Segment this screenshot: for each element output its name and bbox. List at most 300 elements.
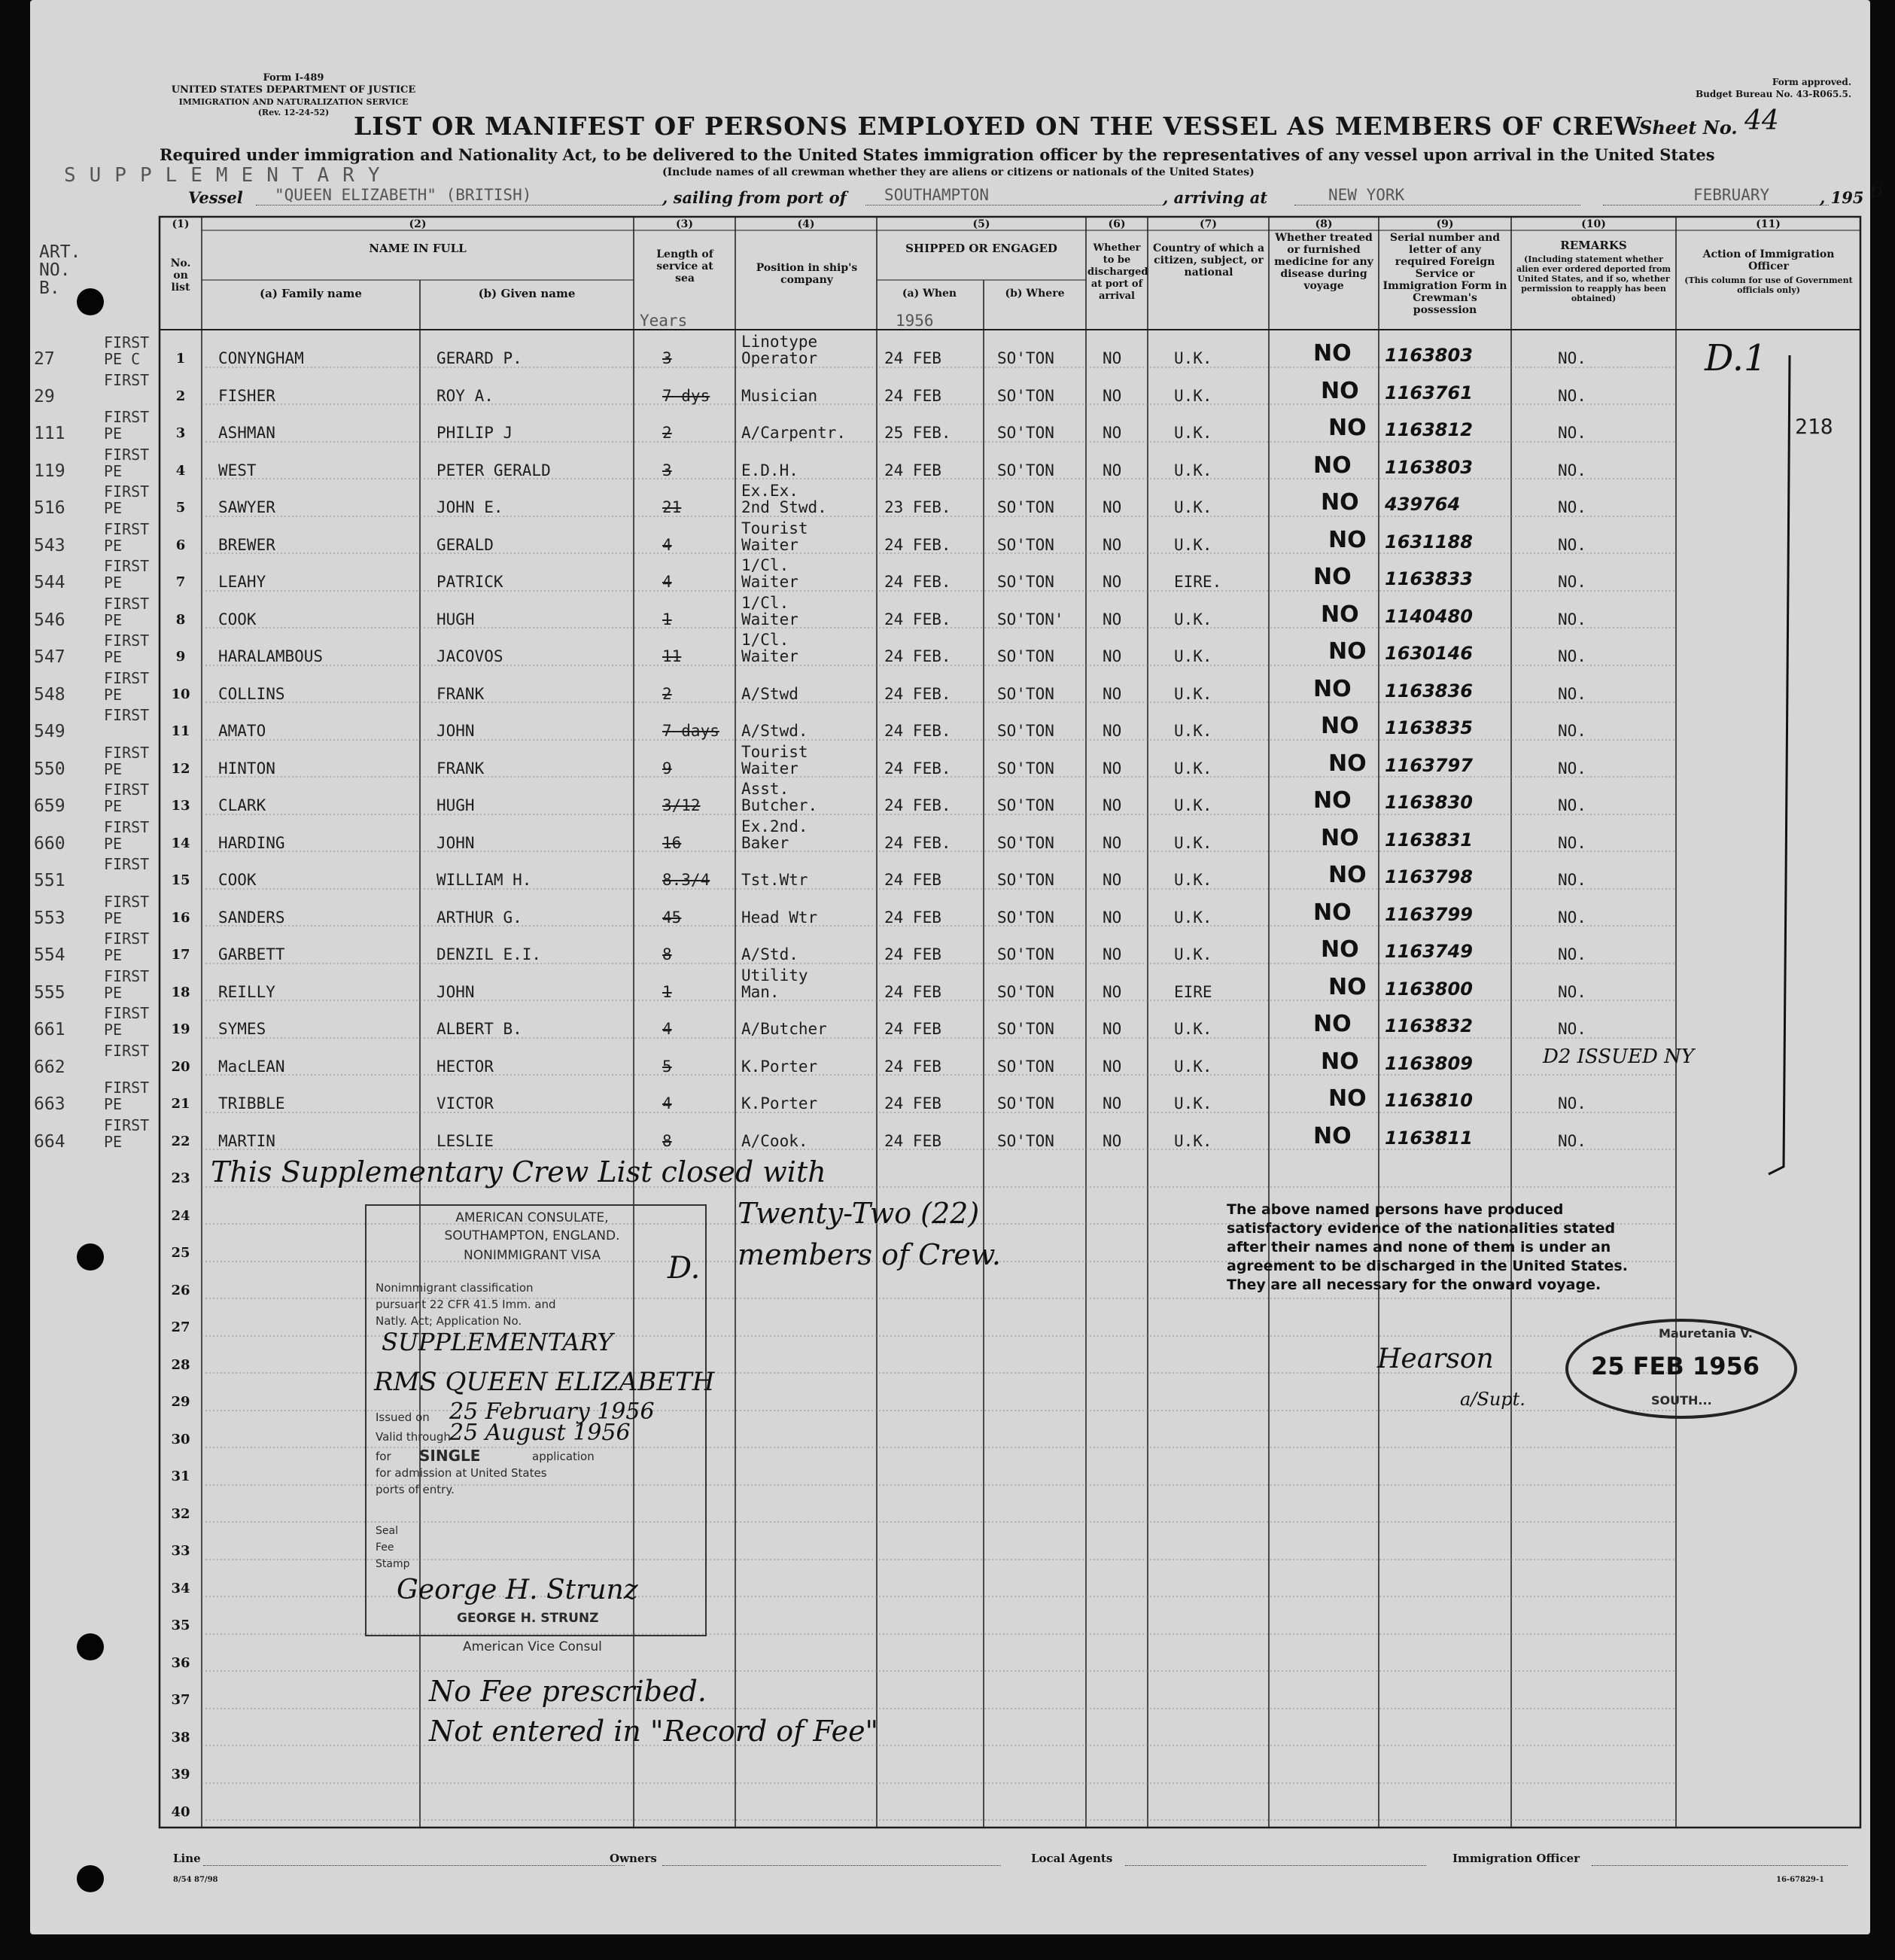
date-stamp-date: 25 FEB 1956 xyxy=(1591,1352,1760,1380)
country: U.K. xyxy=(1174,722,1212,740)
footer-line-underline xyxy=(203,1865,625,1866)
visa-applications: application xyxy=(532,1450,595,1463)
treated-mark: NO xyxy=(1328,526,1367,553)
row-number: 3 xyxy=(175,425,186,441)
serial-number: 1163831 xyxy=(1385,829,1473,851)
header-when: (a) When xyxy=(902,288,957,300)
treated-mark: NO xyxy=(1321,713,1359,739)
revision: (Rev. 12-24-52) xyxy=(257,108,330,117)
treated-mark: NO xyxy=(1321,936,1359,963)
form-note: (Include names of all crewman whether they are aliens or citizens or nationals of the United States) xyxy=(662,166,1255,178)
discharged: NO xyxy=(1103,498,1122,516)
shipped-when: 24 FEB xyxy=(884,1057,941,1076)
art-b-label: B. xyxy=(39,278,60,298)
art-number: 111 xyxy=(34,424,65,443)
remarks: NO. xyxy=(1558,647,1586,665)
art-number: 553 xyxy=(34,908,65,928)
discharged: NO xyxy=(1103,461,1122,479)
footer-agents-underline xyxy=(1125,1865,1426,1866)
shipped-where: SO'TON' xyxy=(997,610,1064,628)
given-name: GERARD P. xyxy=(436,349,522,367)
given-name: VICTOR xyxy=(436,1094,494,1112)
country: U.K. xyxy=(1174,833,1212,852)
art-no-label: NO. xyxy=(39,260,71,280)
position-line1: Ex.2nd. xyxy=(741,817,808,835)
treated-mark: NO xyxy=(1313,675,1352,702)
row-number: 6 xyxy=(175,537,186,553)
manifest-page xyxy=(30,0,1884,1934)
given-name: PETER GERALD xyxy=(436,461,551,479)
shipped-where: SO'TON xyxy=(997,535,1054,554)
row-number: 13 xyxy=(171,798,190,814)
art-number: 549 xyxy=(34,722,65,741)
given-name: DENZIL E.I. xyxy=(436,945,542,963)
form-title: LIST OR MANIFEST OF PERSONS EMPLOYED ON THE VESSEL AS MEMBERS OF CREW xyxy=(354,111,1643,141)
position: A/Std. xyxy=(741,945,798,963)
treated-mark: NO xyxy=(1313,1122,1352,1149)
position: 2nd Stwd. xyxy=(741,498,827,516)
length-of-service: 5 xyxy=(662,1057,672,1076)
discharged: NO xyxy=(1103,833,1122,852)
length-of-service: 3 xyxy=(662,461,672,479)
row-number: 33 xyxy=(171,1543,190,1559)
family-name: HINTON xyxy=(218,759,275,778)
closing-note-line1: This Supplementary Crew List closed with xyxy=(211,1155,826,1188)
length-of-service: 4 xyxy=(662,1020,672,1038)
visa-fee: Fee xyxy=(376,1542,394,1554)
row-number: 2 xyxy=(175,388,186,404)
art-number: 555 xyxy=(34,982,65,1003)
remarks: NO. xyxy=(1558,386,1586,405)
art-number: 661 xyxy=(34,1020,65,1039)
remarks: NO. xyxy=(1558,424,1586,442)
row-number: 31 xyxy=(171,1468,190,1484)
footer-agents: Local Agents xyxy=(1031,1852,1113,1865)
discharged: NO xyxy=(1103,871,1122,889)
shipped-when: 24 FEB xyxy=(884,1131,941,1150)
form-approved: Form approved. xyxy=(1772,77,1851,87)
given-name: GERALD xyxy=(436,535,494,554)
arrival-month: FEBRUARY xyxy=(1693,186,1770,204)
remarks: NO. xyxy=(1558,498,1586,516)
treated-mark: NO xyxy=(1328,1085,1367,1112)
given-name: ARTHUR G. xyxy=(436,908,522,927)
row-number: 15 xyxy=(171,872,190,888)
family-name: CLARK xyxy=(218,796,266,814)
treated-mark: NO xyxy=(1321,824,1359,851)
shipped-when: 24 FEB. xyxy=(884,833,951,852)
row-number: 28 xyxy=(171,1356,190,1373)
year-1956-label: 1956 xyxy=(896,312,934,330)
visa-issued-label: Issued on xyxy=(376,1411,430,1424)
position-line1: 1/Cl. xyxy=(741,556,789,574)
given-name: WILLIAM H. xyxy=(436,871,532,889)
length-of-service: 16 xyxy=(662,833,682,852)
position: A/Cook. xyxy=(741,1131,808,1150)
length-of-service: 4 xyxy=(662,535,672,554)
col-num-8: (8) xyxy=(1315,218,1333,230)
group-label: FIRST PE xyxy=(104,445,150,480)
treated-mark: NO xyxy=(1321,377,1359,404)
port-name: SOUTHAMPTON xyxy=(884,186,990,204)
art-number: 544 xyxy=(34,573,65,592)
shipped-where: SO'TON xyxy=(997,424,1054,442)
position: Waiter xyxy=(741,573,798,591)
remarks: NO. xyxy=(1558,908,1586,927)
remarks: NO. xyxy=(1558,722,1586,740)
row-number: 20 xyxy=(171,1058,190,1075)
group-label: FIRST PE xyxy=(104,1115,150,1151)
visa-handwritten2: RMS QUEEN ELIZABETH xyxy=(374,1367,715,1397)
given-name: ROY A. xyxy=(436,386,494,405)
position: Butcher. xyxy=(741,796,818,814)
family-name: HARDING xyxy=(218,833,285,852)
shipped-when: 24 FEB. xyxy=(884,535,951,554)
given-name: JOHN xyxy=(436,833,475,852)
fee-note-line2: Not entered in "Record of Fee" xyxy=(429,1715,879,1748)
visa-line1: AMERICAN CONSULATE, xyxy=(455,1210,609,1225)
length-of-service: 8 xyxy=(662,945,672,963)
group-label: FIRST PE xyxy=(104,930,150,964)
family-name: AMATO xyxy=(218,722,266,740)
shipped-where: SO'TON xyxy=(997,498,1054,516)
discharged: NO xyxy=(1103,573,1122,591)
shipped-where: SO'TON xyxy=(997,1094,1054,1112)
shipped-when: 25 FEB. xyxy=(884,424,951,442)
given-name: JOHN E. xyxy=(436,498,503,516)
year-prefix: , 195 xyxy=(1820,188,1864,207)
row-number: 38 xyxy=(171,1729,190,1745)
visa-d-mark: D. xyxy=(668,1251,701,1286)
header-where: (b) Where xyxy=(1005,288,1065,300)
discharged: NO xyxy=(1103,1020,1122,1038)
family-name: COOK xyxy=(218,610,257,628)
serial-number: 1163799 xyxy=(1385,903,1473,925)
remarks: NO. xyxy=(1558,1094,1586,1112)
group-label: FIRST PE xyxy=(104,519,150,555)
shipped-when: 24 FEB xyxy=(884,386,941,405)
visa-line2: SOUTHAMPTON, ENGLAND. xyxy=(444,1228,620,1243)
treated-mark: NO xyxy=(1313,1011,1352,1037)
footer-officer-underline xyxy=(1592,1865,1848,1866)
family-name: LEAHY xyxy=(218,573,266,591)
shipped-when: 24 FEB. xyxy=(884,796,951,814)
art-number: 551 xyxy=(34,871,65,890)
shipped-where: SO'TON xyxy=(997,833,1054,852)
shipped-where: SO'TON xyxy=(997,945,1054,963)
country: U.K. xyxy=(1174,1131,1212,1150)
art-number: 664 xyxy=(34,1131,65,1152)
serial-number: 1163798 xyxy=(1385,866,1473,887)
position-line1: 1/Cl. xyxy=(741,593,789,612)
position: Waiter xyxy=(741,647,798,665)
remarks: NO. xyxy=(1558,349,1586,367)
header-given-name: (b) Given name xyxy=(478,287,576,300)
row-number: 16 xyxy=(171,909,190,926)
visa-valid-label: Valid through xyxy=(376,1430,451,1444)
col-num-7: (7) xyxy=(1200,218,1217,230)
header-name-in-full: NAME IN FULL xyxy=(369,242,467,255)
visa-signature: George H. Strunz xyxy=(397,1575,638,1605)
footer-owners: Owners xyxy=(610,1852,657,1865)
group-label: FIRST xyxy=(104,706,150,724)
row-number: 21 xyxy=(171,1096,190,1112)
remarks: NO. xyxy=(1558,833,1586,852)
remarks: NO. xyxy=(1558,1131,1586,1150)
years-label: Years xyxy=(640,312,688,330)
length-of-service: 7 dys xyxy=(662,386,710,405)
visa-line3: NONIMMIGRANT VISA xyxy=(464,1248,601,1263)
group-label: FIRST PE xyxy=(104,594,150,629)
country: U.K. xyxy=(1174,1057,1212,1076)
discharged: NO xyxy=(1103,610,1122,628)
sailing-label: , sailing from port of xyxy=(662,188,847,207)
given-name: PHILIP J xyxy=(436,424,513,442)
given-name: PATRICK xyxy=(436,573,503,591)
action-count: 218 xyxy=(1795,414,1833,439)
visa-handwritten1: SUPPLEMENTARY xyxy=(382,1328,613,1356)
length-of-service: 8.3/4 xyxy=(662,871,710,889)
shipped-where: SO'TON xyxy=(997,871,1054,889)
position-line1: Tourist xyxy=(741,519,808,537)
col-num-1: (1) xyxy=(172,218,190,230)
remarks: NO. xyxy=(1558,535,1586,554)
country: U.K. xyxy=(1174,871,1212,889)
given-name: HUGH xyxy=(436,610,475,628)
position: A/Stwd xyxy=(741,684,798,703)
length-of-service: 8 xyxy=(662,1131,672,1150)
family-name: WEST xyxy=(218,461,257,479)
length-of-service: 2 xyxy=(662,684,672,703)
position-line1: Utility xyxy=(741,966,808,985)
visa-valid: 25 August 1956 xyxy=(449,1420,631,1446)
vessel-name: "QUEEN ELIZABETH" (BRITISH) xyxy=(275,186,532,204)
discharged: NO xyxy=(1103,759,1122,778)
art-number: 550 xyxy=(34,759,65,779)
given-name: JOHN xyxy=(436,982,475,1001)
shipped-where: SO'TON xyxy=(997,796,1054,814)
date-stamp xyxy=(1565,1319,1797,1419)
art-number: 543 xyxy=(34,535,65,555)
header-length: Length of service at sea xyxy=(656,248,713,285)
group-label: FIRST PE xyxy=(104,408,150,443)
footer-line: Line xyxy=(173,1852,201,1865)
discharged: NO xyxy=(1103,349,1122,367)
header-remarks: REMARKS xyxy=(1560,239,1627,252)
row-number: 1 xyxy=(175,351,186,367)
shipped-where: SO'TON xyxy=(997,386,1054,405)
given-name: FRANK xyxy=(436,759,485,778)
country: U.K. xyxy=(1174,424,1212,442)
discharged: NO xyxy=(1103,908,1122,927)
position-line1: Asst. xyxy=(741,780,789,798)
shipped-when: 24 FEB xyxy=(884,908,941,927)
discharged: NO xyxy=(1103,424,1122,442)
shipped-where: SO'TON xyxy=(997,647,1054,665)
length-of-service: 1 xyxy=(662,610,672,628)
art-label: ART. xyxy=(39,242,81,262)
remarks: NO. xyxy=(1558,684,1586,703)
serial-number: 1631188 xyxy=(1385,531,1473,552)
budget-number: Budget Bureau No. 43-R065.5. xyxy=(1695,89,1851,99)
position: Head Wtr xyxy=(741,908,818,927)
col-num-9: (9) xyxy=(1436,218,1454,230)
group-label: FIRST PE xyxy=(104,892,150,927)
visa-for-label: for xyxy=(376,1450,391,1463)
remarks: NO. xyxy=(1558,945,1586,963)
family-name: GARBETT xyxy=(218,945,285,963)
year-digit: 6 xyxy=(1870,178,1884,202)
position: Waiter xyxy=(741,759,798,778)
group-label: FIRST xyxy=(104,855,150,873)
given-name: HUGH xyxy=(436,796,475,814)
header-country: Country of which a citizen, subject, or national xyxy=(1152,242,1265,278)
given-name: HECTOR xyxy=(436,1057,494,1076)
row-number: 23 xyxy=(171,1170,190,1186)
shipped-when: 24 FEB. xyxy=(884,759,951,778)
country: U.K. xyxy=(1174,759,1212,778)
treated-mark: NO xyxy=(1321,1048,1359,1075)
arriving-label: , arriving at xyxy=(1163,188,1268,207)
visa-issued: 25 February 1956 xyxy=(449,1398,655,1425)
position: E.D.H. xyxy=(741,461,798,479)
col-num-4: (4) xyxy=(797,218,815,230)
country: U.K. xyxy=(1174,647,1212,665)
header-shipped: SHIPPED OR ENGAGED xyxy=(905,242,1057,255)
shipped-when: 24 FEB. xyxy=(884,722,951,740)
group-label: FIRST PE xyxy=(104,482,150,517)
shipped-when: 24 FEB xyxy=(884,349,941,367)
row-number: 30 xyxy=(171,1431,190,1447)
length-of-service: 2 xyxy=(662,424,672,442)
discharged: NO xyxy=(1103,796,1122,814)
given-name: JOHN xyxy=(436,722,475,740)
treated-mark: NO xyxy=(1328,973,1367,1000)
col-num-2: (2) xyxy=(409,218,427,230)
row-number: 36 xyxy=(171,1654,190,1671)
master-statement: The above named persons have produced satisfactory evidence of the nationalities stated after their names and none of them is under an agreement to be discharged in the United States. They are all necessary for the onward voyage. xyxy=(1227,1201,1628,1293)
country: U.K. xyxy=(1174,1020,1212,1038)
row-number: 26 xyxy=(171,1282,190,1298)
group-label: FIRST PE xyxy=(104,817,150,853)
footer-owners-underline xyxy=(662,1865,1001,1866)
position: Baker xyxy=(741,833,789,852)
serial-number: 1163749 xyxy=(1385,941,1473,962)
visa-class3: Natly. Act; Application No. xyxy=(376,1314,522,1328)
visa-stamp-label: Stamp xyxy=(376,1558,410,1570)
position: Man. xyxy=(741,982,780,1001)
shipped-where: SO'TON xyxy=(997,982,1054,1001)
row-number: 32 xyxy=(171,1505,190,1522)
col-num-10: (10) xyxy=(1581,218,1606,230)
group-label: FIRST xyxy=(104,1041,150,1060)
row-number: 5 xyxy=(175,500,186,516)
row-number: 25 xyxy=(171,1245,190,1261)
row-number: 40 xyxy=(171,1803,190,1820)
treated-mark: NO xyxy=(1328,750,1367,777)
family-name: SYMES xyxy=(218,1020,266,1038)
treated-mark: NO xyxy=(1313,899,1352,926)
date-stamp-bottom: SOUTH... xyxy=(1651,1393,1712,1408)
country: U.K. xyxy=(1174,461,1212,479)
position-line1: Linotype xyxy=(741,333,818,351)
form-number: Form I-489 xyxy=(263,72,324,84)
serial-number: 1163761 xyxy=(1385,382,1473,403)
date-stamp-top: Mauretania V. xyxy=(1659,1326,1753,1341)
group-label: FIRST PE xyxy=(104,781,150,815)
country: EIRE. xyxy=(1174,573,1222,591)
discharged: NO xyxy=(1103,1131,1122,1150)
group-label: FIRST PE xyxy=(104,557,150,592)
country: U.K. xyxy=(1174,535,1212,554)
length-of-service: 4 xyxy=(662,573,672,591)
group-label: FIRST PE xyxy=(104,1079,150,1113)
country: U.K. xyxy=(1174,1094,1212,1112)
position: A/Carpentr. xyxy=(741,424,847,442)
serial-number: 1163833 xyxy=(1385,568,1473,589)
header-action: Action of Immigration Officer xyxy=(1702,248,1835,272)
length-of-service: 4 xyxy=(662,1094,672,1112)
family-name: COOK xyxy=(218,871,257,889)
discharged: NO xyxy=(1103,722,1122,740)
position: K.Porter xyxy=(741,1057,818,1076)
serial-number: 1630146 xyxy=(1385,643,1473,664)
remarks: NO. xyxy=(1558,1020,1586,1038)
serial-number: 1163830 xyxy=(1385,792,1473,813)
header-treated: Whether treated or furnished medicine for any disease during voyage xyxy=(1274,232,1373,292)
discharged: NO xyxy=(1103,684,1122,703)
family-name: TRIBBLE xyxy=(218,1094,285,1112)
treated-mark: NO xyxy=(1321,601,1359,628)
discharged: NO xyxy=(1103,386,1122,405)
row-number: 22 xyxy=(171,1133,190,1149)
remarks: NO. xyxy=(1558,871,1586,889)
remarks: NO. xyxy=(1558,461,1586,479)
art-number: 548 xyxy=(34,684,65,705)
header-remarks-note: (Including statement whether alien ever ordered deported from United States, and if so, whether permission to reapply has been obtained) xyxy=(1516,254,1671,303)
shipped-where: SO'TON xyxy=(997,1131,1054,1150)
service: IMMIGRATION AND NATURALIZATION SERVICE xyxy=(178,97,409,107)
form-subtitle: Required under immigration and Nationality Act, to be delivered to the United States immigration officer by the representatives of any vessel upon arrival in the United States xyxy=(160,145,1715,164)
family-name: SAWYER xyxy=(218,498,275,516)
serial-number: 1140480 xyxy=(1385,605,1473,627)
serial-number: 1163803 xyxy=(1385,456,1473,478)
treated-mark: NO xyxy=(1313,787,1352,814)
treated-mark: NO xyxy=(1328,415,1367,441)
length-of-service: 45 xyxy=(662,908,682,927)
group-label: FIRST PE xyxy=(104,1004,150,1039)
serial-number: 1163803 xyxy=(1385,345,1473,366)
treated-mark: NO xyxy=(1328,862,1367,888)
country: U.K. xyxy=(1174,498,1212,516)
position: Waiter xyxy=(741,610,798,628)
closing-note-line2: Twenty-Two (22) xyxy=(738,1197,980,1230)
position-line1: 1/Cl. xyxy=(741,631,789,649)
shipped-when: 24 FEB xyxy=(884,461,941,479)
discharged: NO xyxy=(1103,535,1122,554)
remarks: D2 ISSUED NY xyxy=(1543,1045,1695,1068)
length-of-service: 11 xyxy=(662,647,682,665)
row-number: 8 xyxy=(175,611,186,628)
row-number: 4 xyxy=(175,462,186,479)
row-number: 19 xyxy=(171,1021,190,1037)
header-family-name: (a) Family name xyxy=(260,287,362,300)
col-num-11: (11) xyxy=(1756,218,1781,230)
position: Waiter xyxy=(741,535,798,554)
serial-number: 1163810 xyxy=(1385,1090,1473,1111)
art-number: 546 xyxy=(34,610,65,630)
serial-number: 1163836 xyxy=(1385,680,1473,702)
